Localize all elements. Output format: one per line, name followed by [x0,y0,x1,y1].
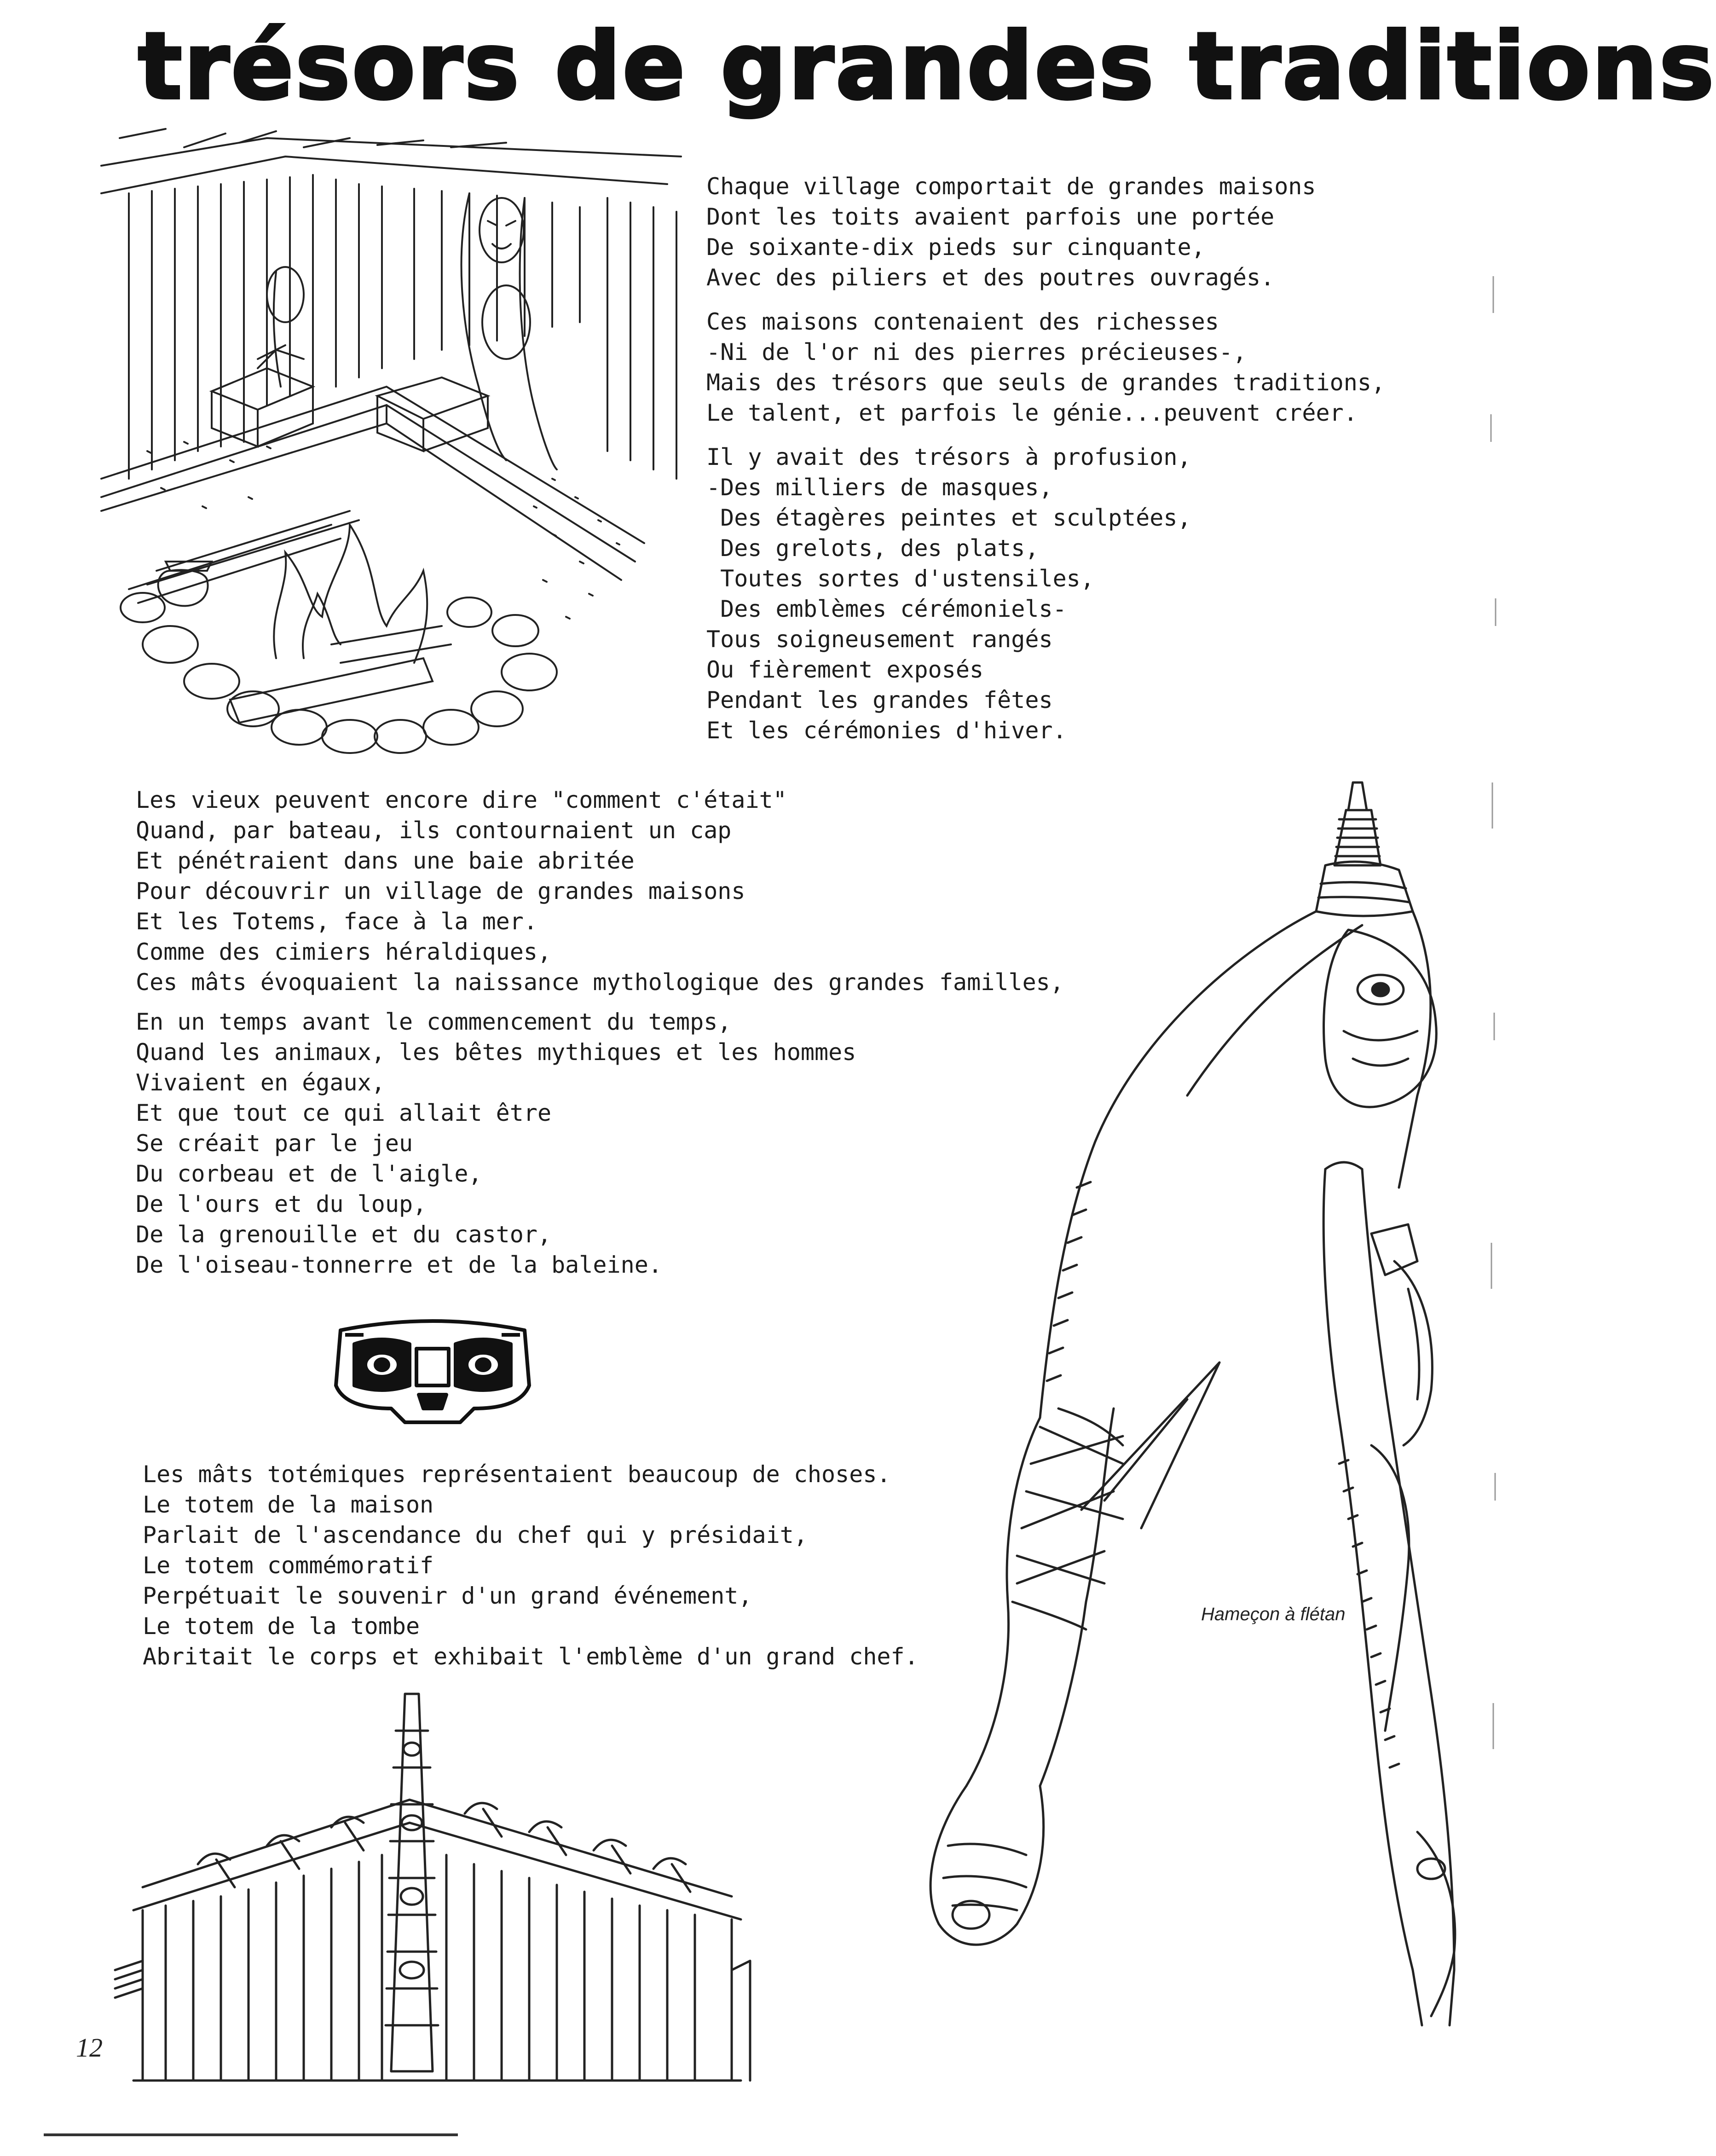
stanza-grandes-maisons: Chaque village comportait de grandes maisons Dont les toits avaient parfois une portée De soixante-dix pieds sur cinquante, Avec des piliers et des poutres ouvragés. [706,173,1316,291]
longhouse-totem-illustration [115,1694,759,2090]
longhouse-interior-illustration [92,129,699,773]
stanza-tresors: Il y avait des trésors à profusion, -Des milliers de masques, Des étagères peintes et sculptées, Des grelots, des plats, Toutes sortes d'ustensiles, Des emblèmes cérémoniels- Tous soigneusement rangés Ou fièrement exposés Pendant les grandes fêtes Et les cérémonies d'hiver. [706,444,1191,744]
stanza-totems [143,1459,919,1672]
stanza-richesses: Ces maisons contenaient des richesses -Ni de l'or ni des pierres précieuses-, Mais des trésors que seuls de grandes traditions, Le talent, et parfois le génie...peuvent créer. [706,308,1386,426]
scan-edge-marks [1484,276,1502,1933]
bottom-rule [44,2133,458,2136]
stanza-mats-totemiques: Les mâts totémiques représentaient beaucoup de choses. Le totem de la maison Parlait de l'ascendance du chef qui y présidait, Le totem commémoratif Perpétuait le souvenir d'un grand événement, Le totem de la tombe Abritait le corps et exhibait l'emblème d'un grand chef. [143,1461,919,1670]
emblem-mask-icon [327,1316,538,1427]
halibut-hook-illustration [865,773,1486,2062]
hook-caption: Hameçon à flétan [1201,1604,1346,1624]
page-number: 12 [76,2033,103,2063]
stanza-houses-riches-treasures [706,171,1385,746]
page-title: trésors de grandes traditions [138,13,1716,120]
stanza-vieux: Les vieux peuvent encore dire "comment c'était" Quand, par bateau, ils contournaient un cap Et pénétraient dans une baie abritée Pour découvrir un village de grandes maisons Et les Totems, face à la mer. Comme des cimiers héraldiques, Ces mâts évoquaient la naissance mythologique des grandes familles, [136,787,1064,996]
stanza-mythe: En un temps avant le commencement du temps, Quand les animaux, les bêtes mythiques et les hommes Vivaient en égaux, Et que tout ce qui allait être Se créait par le jeu Du corbeau et de l'aigle, De l'ours et du loup, De la grenouille et du castor, De l'oiseau-tonnerre et de la baleine. [136,1008,856,1278]
